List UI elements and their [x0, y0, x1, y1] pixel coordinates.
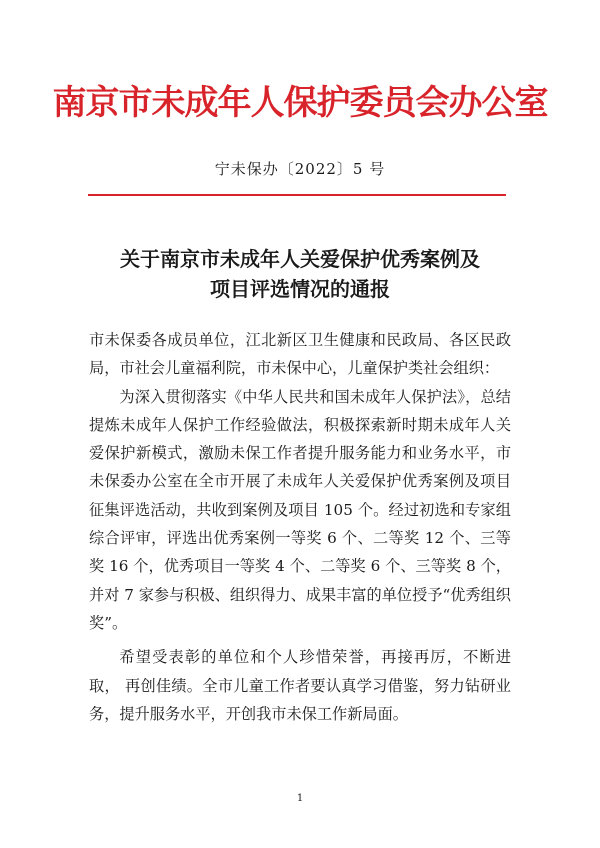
document-number: 宁未保办〔2022〕5 号	[214, 160, 386, 178]
document-body	[89, 326, 511, 728]
salutation: 市未保委各成员单位，江北新区卫生健康和民政局、各区民政局，市社会儿童福利院，市未保中心，儿童保护类社会组织：	[89, 331, 511, 378]
document-title-line-1: 关于南京市未成年人关爱保护优秀案例及	[120, 247, 480, 271]
document-title	[80, 244, 520, 304]
issuing-organization-header: 南京市未成年人保护委员会办公室	[52, 83, 548, 123]
red-divider-line	[88, 194, 506, 196]
page-number: 1	[296, 793, 304, 804]
body-paragraph-1: 为深入贯彻落实《中华人民共和国未成年人保护法》，总结提炼未成年人保护工作经验做法，积极探索新时期未成年人关爱保护新模式，激励未保工作者提升服务能力和业务水平，市未保委办公室在全市开展了未成年人关爱保护优秀案例及项目征集评选活动，共收到案例及项目 105 个。经过初选和专家组综合评审，评选出优秀案例一等奖 6 个、二等奖 12 个、三等奖 16 个，优秀项目一等奖 4 个、二等奖 6 个、三等奖 8 个，并对 7 家参与积极、组织得力、成果丰富的单位授予“优秀组织奖”。	[89, 387, 511, 632]
body-paragraph-2: 希望受表彰的单位和个人珍惜荣誉，再接再厉，不断进取， 再创佳绩。全市儿童工作者要认真学习借鉴，努力钻研业务，提升服务水平，开创我市未保工作新局面。	[89, 648, 511, 723]
document-title-line-2: 项目评选情况的通报	[210, 277, 390, 301]
